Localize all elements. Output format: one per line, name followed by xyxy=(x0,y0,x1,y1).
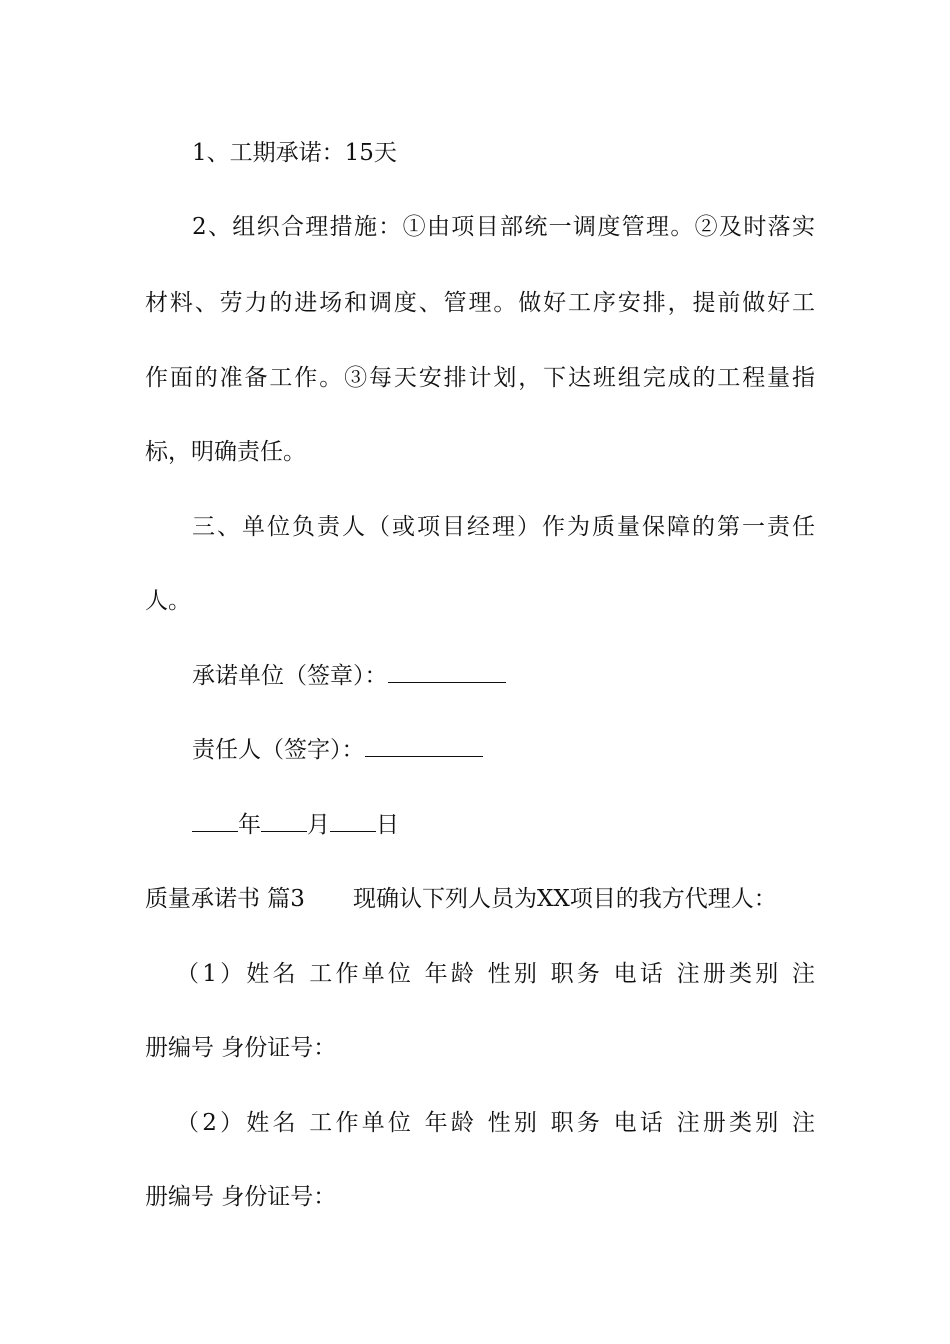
paragraph-measures-line-4: 标，明确责任。 xyxy=(145,439,306,465)
date-day-blank xyxy=(330,813,376,832)
signature-unit-label: 承诺单位（签章）： xyxy=(192,663,388,689)
section-intro: 现确认下列人员为XX项目的我方代理人： xyxy=(352,886,777,912)
paragraph-schedule-commitment: 1、工期承诺：15天 xyxy=(192,140,397,166)
date-year-label: 年 xyxy=(238,812,261,838)
paragraph-measures-line-2: 材料、劳力的进场和调度、管理。做好工序安排，提前做好工 xyxy=(145,290,815,316)
paragraph-responsibility-line-2: 人。 xyxy=(145,588,191,614)
date-month-blank xyxy=(261,813,307,832)
signature-person-label: 责任人（签字）： xyxy=(192,737,365,763)
date-day-label: 日 xyxy=(376,812,399,838)
signature-person-line xyxy=(192,735,815,765)
date-year-blank xyxy=(192,813,238,832)
signature-person-blank xyxy=(365,738,483,757)
section-title: 质量承诺书 篇3 xyxy=(145,886,305,912)
item-1-line-1: （1）姓名 工作单位 年龄 性别 职务 电话 注册类别 注 xyxy=(176,961,815,987)
paragraph-measures-line-3: 作面的准备工作。③每天安排计划，下达班组完成的工程量指 xyxy=(145,365,815,391)
item-2-line-2: 册编号 身份证号： xyxy=(145,1184,337,1210)
item-2-line-1: （2）姓名 工作单位 年龄 性别 职务 电话 注册类别 注 xyxy=(176,1110,815,1136)
signature-unit-blank xyxy=(388,664,506,683)
date-line xyxy=(192,810,815,840)
paragraph-responsibility-line-1: 三、单位负责人（或项目经理）作为质量保障的第一责任 xyxy=(192,514,815,540)
date-month-label: 月 xyxy=(307,812,330,838)
item-1-line-2: 册编号 身份证号： xyxy=(145,1035,337,1061)
signature-unit-line xyxy=(192,661,815,691)
paragraph-measures-line-1: 2、组织合理措施：①由项目部统一调度管理。②及时落实 xyxy=(192,214,815,240)
section-heading-line xyxy=(145,884,815,914)
